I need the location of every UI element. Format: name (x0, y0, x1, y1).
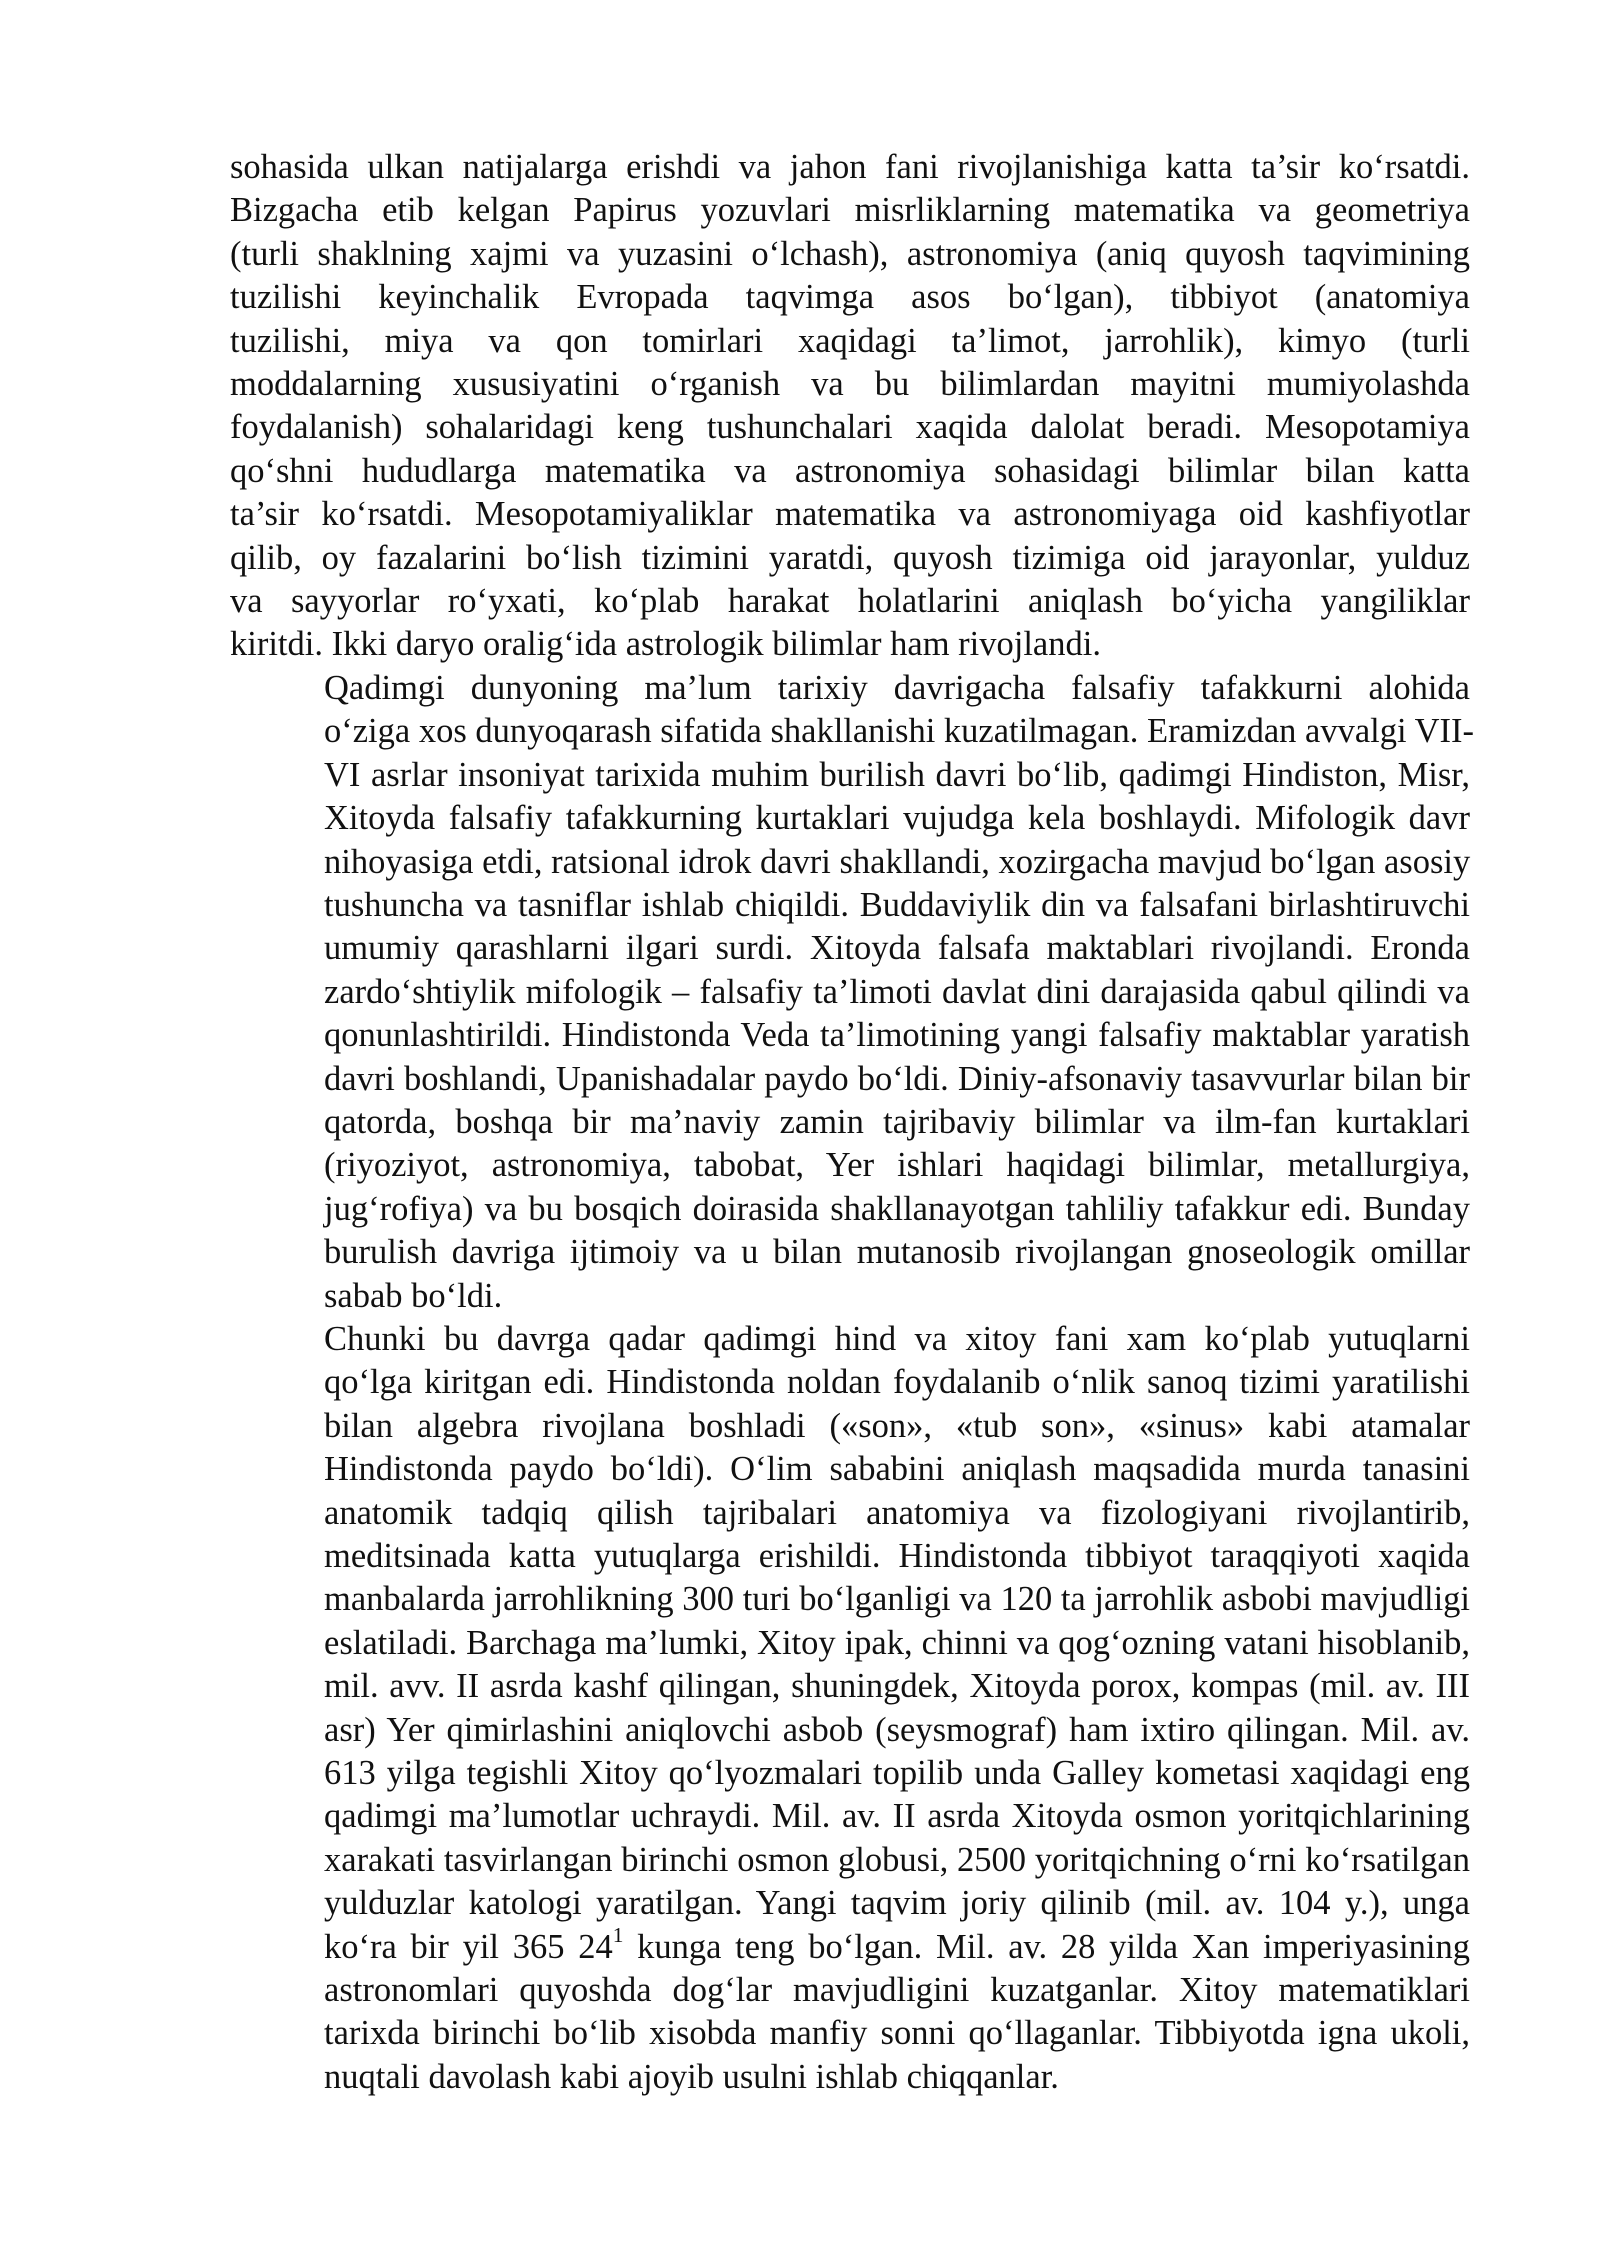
text-line: asr) Yer qimirlashini aniqlovchi asbob (seysmograf) ham ixtiro qilingan. Mil. av. (324, 1710, 1470, 1749)
text-line: zardo‘shtiylik mifologik – falsafiy ta’limoti davlat dini darajasida qabul qilindi va (324, 972, 1470, 1011)
text-line: Bizgacha etib kelgan Papirus yozuvlari misrliklarning matematika va geometriya (230, 191, 1470, 230)
text-line: jug‘rofiya) va bu bosqich doirasida shakllanayotgan tahliliy tafakkur edi. Bunday (324, 1189, 1470, 1228)
text-line: manbalarda jarrohlikning 300 turi bo‘lganligi va 120 ta jarrohlik asbobi mavjudligi (324, 1580, 1470, 1619)
text-line: astronomlari quyoshda dog‘lar mavjudligini kuzatganlar. Xitoy matematiklari (324, 1971, 1470, 2010)
text-line: Xitoyda falsafiy tafakkurning kurtaklari vujudga kela boshlaydi. Mifologik davr (324, 799, 1470, 838)
text-line: tuzilishi keyinchalik Evropada taqvimga asos bo‘lgan), tibbiyot (anatomiya (230, 278, 1470, 317)
text-line: tarixda birinchi bo‘lib xisobda manfiy sonni qo‘llaganlar. Tibbiyotda igna ukoli, (324, 2014, 1470, 2053)
text-line: bilan algebra rivojlana boshladi («son», «tub son», «sinus» kabi atamalar (324, 1406, 1470, 1445)
text-line: davri boshlandi, Upanishadalar paydo bo‘ldi. Diniy-afsonaviy tasavvurlar bilan bir (324, 1059, 1470, 1098)
line-text-after-footnote: kunga teng bo‘lgan. Mil. av. 28 yilda Xan imperiyasining (637, 1927, 1471, 1966)
document-page (230, 146, 1474, 2099)
text-line: va sayyorlar ro‘yxati, ko‘plab harakat holatlarini aniqlash bo‘yicha yangiliklar (230, 582, 1470, 621)
text-line: qonunlashtirildi. Hindistonda Veda ta’limotining yangi falsafiy maktablar yaratish (324, 1016, 1470, 1055)
text-line-with-footnote (230, 1922, 1471, 1969)
text-line: qo‘shni hududlarga matematika va astronomiya sohasidagi bilimlar bilan katta (230, 451, 1470, 490)
text-line: sohasida ulkan natijalarga erishdi va jahon fani rivojlanishiga katta ta’sir ko‘rsatdi. (230, 148, 1470, 186)
text-line: Hindistonda paydo bo‘ldi). O‘lim sababini aniqlash maqsadida murda tanasini (324, 1450, 1470, 1489)
text-line: tushuncha va tasniflar ishlab chiqildi. Buddaviylik din va falsafani birlashtiruvchi (324, 885, 1470, 924)
text-line: anatomik tadqiq qilish tajribalari anatomiya va fizologiyani rivojlantirib, (324, 1493, 1470, 1532)
paragraph (230, 667, 1474, 1318)
text-line: eslatiladi. Barchaga ma’lumki, Xitoy ipak, chinni va qog‘ozning vatani hisoblanib, (324, 1623, 1470, 1662)
text-line: sabab bo‘ldi. (324, 1276, 503, 1315)
text-line: kiritdi. Ikki daryo oralig‘ida astrologik bilimlar ham rivojlandi. (230, 625, 1101, 664)
text-line: nihoyasiga etdi, ratsional idrok davri shakllandi, xozirgacha mavjud bo‘lgan asosiy (324, 842, 1471, 881)
paragraph (230, 1318, 1470, 2099)
text-line: qo‘lga kiritgan edi. Hindistonda noldan foydalanib o‘nlik sanoq tizimi yaratilishi (324, 1363, 1470, 1402)
text-line: tuzilishi, miya va qon tomirlari xaqidagi ta’limot, jarrohlik), kimyo (turli (230, 321, 1470, 360)
text-line: foydalanish) sohalaridagi keng tushunchalari xaqida dalolat beradi. Mesopotamiya (230, 408, 1470, 447)
text-line: Chunki bu davrga qadar qadimgi hind va xitoy fani xam ko‘plab yutuqlarni (324, 1319, 1470, 1358)
text-line: mil. avv. II asrda kashf qilingan, shuningdek, Xitoyda porox, kompas (mil. av. III (324, 1667, 1470, 1706)
text-line: (turli shaklning xajmi va yuzasini o‘lchash), astronomiya (aniq quyosh taqvimining (230, 234, 1470, 273)
line-text-before-footnote: ko‘ra bir yil 365 24 (324, 1927, 613, 1966)
text-line: o‘ziga xos dunyoqarash sifatida shakllanishi kuzatilmagan. Eramizdan avvalgi VII- (324, 712, 1474, 751)
text-line: meditsinada katta yutuqlarga erishildi. Hindistonda tibbiyot taraqqiyoti xaqida (324, 1537, 1470, 1575)
text-line: burulish davriga ijtimoiy va u bilan mutanosib rivojlangan gnoseologik omillar (324, 1233, 1470, 1272)
text-line: yulduzlar katologi yaratilgan. Yangi taqvim joriy qilinib (mil. av. 104 y.), unga (324, 1884, 1470, 1923)
text-line: moddalarning xususiyatini o‘rganish va bu bilimlardan mayitni mumiyolashda (230, 365, 1470, 404)
text-line: Qadimgi dunyoning ma’lum tarixiy davrigacha falsafiy tafakkurni alohida (324, 668, 1470, 707)
text-line: 613 yilga tegishli Xitoy qo‘lyozmalari topilib unda Galley kometasi xaqidagi eng (324, 1754, 1470, 1793)
text-line: ta’sir ko‘rsatdi. Mesopotamiyaliklar matematika va astronomiyaga oid kashfiyotlar (230, 495, 1470, 534)
paragraph (230, 146, 1470, 667)
text-line: VI asrlar insoniyat tarixida muhim burilish davri bo‘lib, qadimgi Hindiston, Misr, (324, 755, 1470, 794)
text-line: (riyoziyot, astronomiya, tabobat, Yer ishlari haqidagi bilimlar, metallurgiya, (324, 1146, 1470, 1185)
text-line: xarakati tasvirlangan birinchi osmon globusi, 2500 yoritqichning o‘rni ko‘rsatilgan (324, 1840, 1470, 1879)
text-line: qadimgi ma’lumotlar uchraydi. Mil. av. II asrda Xitoyda osmon yoritqichlarining (324, 1797, 1470, 1836)
text-line: qilib, oy fazalarini bo‘lish tizimini yaratdi, quyosh tizimiga oid jarayonlar, yulduz (230, 538, 1470, 577)
text-line: umumiy qarashlarni ilgari surdi. Xitoyda falsafa maktablari rivojlandi. Eronda (324, 929, 1470, 968)
footnote-marker: 1 (612, 1922, 624, 1947)
text-line: nuqtali davolash kabi ajoyib usulni ishlab chiqqanlar. (324, 2057, 1059, 2096)
text-line: qatorda, boshqa bir ma’naviy zamin tajribaviy bilimlar va ilm-fan kurtaklari (324, 1102, 1470, 1141)
